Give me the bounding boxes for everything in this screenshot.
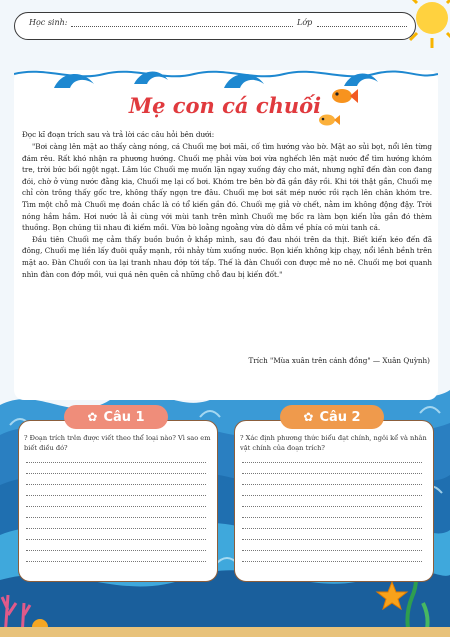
fish-icon <box>330 86 358 106</box>
question-1-tag <box>64 405 168 429</box>
answer-line[interactable] <box>26 528 206 529</box>
answer-line[interactable] <box>26 484 206 485</box>
wave-decoration-top <box>14 64 438 94</box>
question-1-text: ? Đoạn trích trên được viết theo thể loại nào? Vì sao em biết điều đó? <box>24 434 211 452</box>
answer-line[interactable] <box>242 528 422 529</box>
answer-line[interactable] <box>26 539 206 540</box>
page-title: Mẹ con cá chuối <box>128 93 322 118</box>
student-name-label: Học sinh: <box>29 18 68 27</box>
fish-icon-small <box>318 112 340 128</box>
answer-line[interactable] <box>242 561 422 562</box>
question-1-tag-label: Câu 1 <box>103 410 145 425</box>
student-name-field[interactable] <box>71 26 293 27</box>
reading-passage <box>22 141 432 280</box>
question-2-tag <box>280 405 384 429</box>
class-field[interactable] <box>317 26 407 27</box>
passage-paragraph-1: "Bơi càng lên mặt ao thấy càng nóng, cá Chuối mẹ bơi mãi, cố tìm hướng vào bờ. Mặt ao sủi bọt, nổi lên từng đám rêu. Rất khó nhận ra phương hướng. Chuối mẹ phải vừa bơi vừa nghếch lên mặt nước để tìm hướng khóm tre, trời bức bối ngột ngạt. Lâm lúc Chuối mẹ muốn lặn ngay xuống đáy cho mát, nhưng nghĩ đến đàn con đang đói, chờ ở vùng nước đằng kia, Chuối mẹ lại cố bơi. Khóm tre bên bờ đã gần đây rồi. Khi tới thật gần, Chuối mẹ chỉ còn trông thấy gốc tre, không thấy ngọn tre đâu. Chuối mẹ bơi sát mép nước rồi rạch lên chân khóm tre. Tìm một chỗ mà Chuối mẹ đoán chắc là có tổ kiến gần đó. Chuối mẹ giả vờ chết, nằm im không động đậy. Trời nóng hầm hầm. Hơi nước lả ải cùng với mùi tanh trên mình Chuối mẹ bốc ra làm bọn kiến lửa gần đó thèm thuồng. Bọn chúng tìi nhau đi kiếm mồi. Vừa bò loằng ngoằng vừa dò dẫm về phía có mùi tanh cá. <box>22 142 432 233</box>
answer-line[interactable] <box>242 473 422 474</box>
answer-line[interactable] <box>242 506 422 507</box>
class-label: Lớp <box>297 18 313 27</box>
answer-line[interactable] <box>26 506 206 507</box>
answer-line[interactable] <box>26 495 206 496</box>
answer-line[interactable] <box>242 550 422 551</box>
answer-line[interactable] <box>26 462 206 463</box>
answer-line[interactable] <box>26 517 206 518</box>
answer-line[interactable] <box>242 484 422 485</box>
instruction-text: Đọc kĩ đoạn trích sau và trả lời các câu hỏi bên dưới: <box>22 130 215 139</box>
answer-line[interactable] <box>26 473 206 474</box>
answer-line[interactable] <box>26 550 206 551</box>
passage-paragraph-2: Đầu tiên Chuối mẹ cảm thấy buồn buồn ở khắp mình, sau đó đau nhói trên da thịt. Biết kiến kéo đến đã đông, Chuối mẹ liền lấy đuôi quẫy mạnh, rồi nhảy tùm xuống nước. Bọn kiến không kịp chạy, nổi lềnh bềnh trên mặt ao. Đàn Chuối con ùa lại tranh nhau đớp tới tấp. Thế là đàn Chuối con được mẻ no nê. Chuối mẹ bơi quanh nhìn đàn con đớp mồi, vui quá nên quên cả những chỗ đau bị kiến đốt." <box>22 234 432 279</box>
answer-line[interactable] <box>242 495 422 496</box>
flower-icon: ✿ <box>303 410 314 424</box>
student-info-bar <box>14 12 416 40</box>
flower-icon: ✿ <box>87 410 98 424</box>
answer-line[interactable] <box>242 462 422 463</box>
question-2-tag-label: Câu 2 <box>319 410 361 425</box>
question-2-text: ? Xác định phương thức biểu đạt chính, ngôi kể và nhân vật chính của đoạn trích? <box>240 434 427 452</box>
answer-line[interactable] <box>242 539 422 540</box>
answer-line[interactable] <box>242 517 422 518</box>
answer-line[interactable] <box>26 561 206 562</box>
starfish-icon <box>372 580 412 610</box>
passage-source: Trích "Mùa xuân trên cánh đồng" — Xuân Quỳnh) <box>248 356 430 365</box>
